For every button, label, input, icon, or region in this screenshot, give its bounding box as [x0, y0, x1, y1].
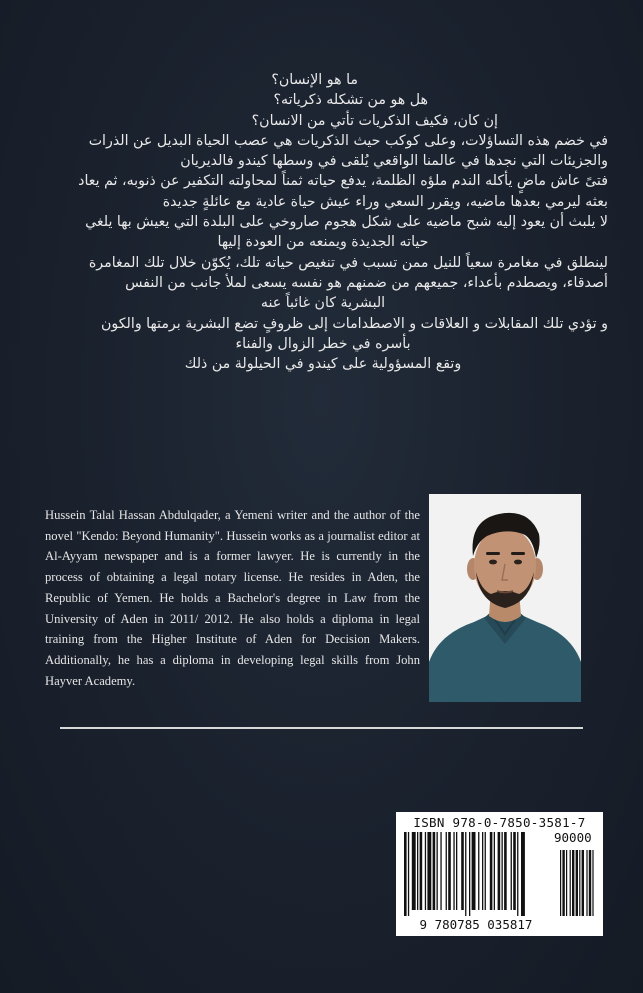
author-photo [429, 494, 581, 702]
blurb-line: وتقع المسؤولية على كيندو في الحيلولة من ذلك [184, 356, 462, 373]
arabic-blurb [38, 70, 608, 374]
barcode-bars [404, 832, 599, 922]
blurb-line: البشرية كان غائباً عنه [260, 295, 386, 312]
blurb-line: هل هو من تشكله ذكرياته؟ [273, 92, 428, 109]
blurb-line: أصدقاء، ويصطدم بأعداء، جميعهم من ضمنهم هو نفسه يسعى لملأ جانب من النفس [125, 274, 608, 291]
isbn-label: ISBN 978-0-7850-3581-7 [413, 815, 586, 830]
blurb-line: لينطلق في مغامرة سعياً للنيل ممن تسبب في تنغيص حياته تلك، يُكوّن خلال تلك المغامرة [88, 254, 608, 271]
ean-digits: 9 780785 035817 [419, 917, 533, 932]
blurb-line: لا يلبث أن يعود إليه شبح ماضيه على شكل هجوم صاروخي على البلدة التي يعيش بها يلغي [85, 214, 608, 231]
blurb-line: حياته الجديدة ويمنعه من العودة إليها [217, 234, 429, 251]
blurb-line: و تؤدي تلك المقابلات و العلاقات و الاصطدامات إلى ظروفٍ تضع البشرية برمتها والكون [100, 315, 608, 332]
blurb-line: ما هو الإنسان؟ [271, 72, 358, 88]
isbn-barcode [396, 812, 603, 936]
blurb-line: في خضم هذه التساؤلات، وعلى كوكب حيث الذكريات هي عصب الحياة البديل عن الذرات [88, 132, 608, 149]
blurb-line: بعثه ليرمي بعدها ماضيه، ويقرر السعي وراء عيش حياة عادية مع عائلةٍ جديدة [162, 193, 608, 210]
blurb-line: والجزيئات التي نجدها في عالمنا الواقعي يُلقى في وسطها كيندو فالديريان [180, 153, 608, 170]
barcode-addon-digits: 90000 [554, 830, 592, 845]
blurb-line: إن كان، فكيف الذكريات تأتي من الانسان؟ [251, 112, 498, 129]
divider-line [60, 727, 583, 729]
author-bio: Hussein Talal Hassan Abdulqader, a Yemeni writer and the author of the novel "Kendo: Beyond Humanity". Hussein works as a journalist editor at Al-Ayyam newspaper and is a former lawyer. He is currently in the process of obtaining a legal notary license. He resides in Aden, the Republic of Yemen. He holds a Bachelor's degree in Law from the University of Aden in 2011/ 2012. He also holds a diploma in legal training from the Higher Institute of Aden for Decision Makers. Additionally, he has a diploma in developing legal skills from John Hayver Academy. [45, 508, 420, 688]
blurb-line: فتىً عاش ماضٍ يأكله الندم ملؤه الظلمة، يدفع حياته ثمناً لمحاولته التكفير عن ذنوبه، ثم يعاد [78, 173, 608, 190]
blurb-line: بأسره في خطر الزوال والفناء [235, 335, 411, 352]
